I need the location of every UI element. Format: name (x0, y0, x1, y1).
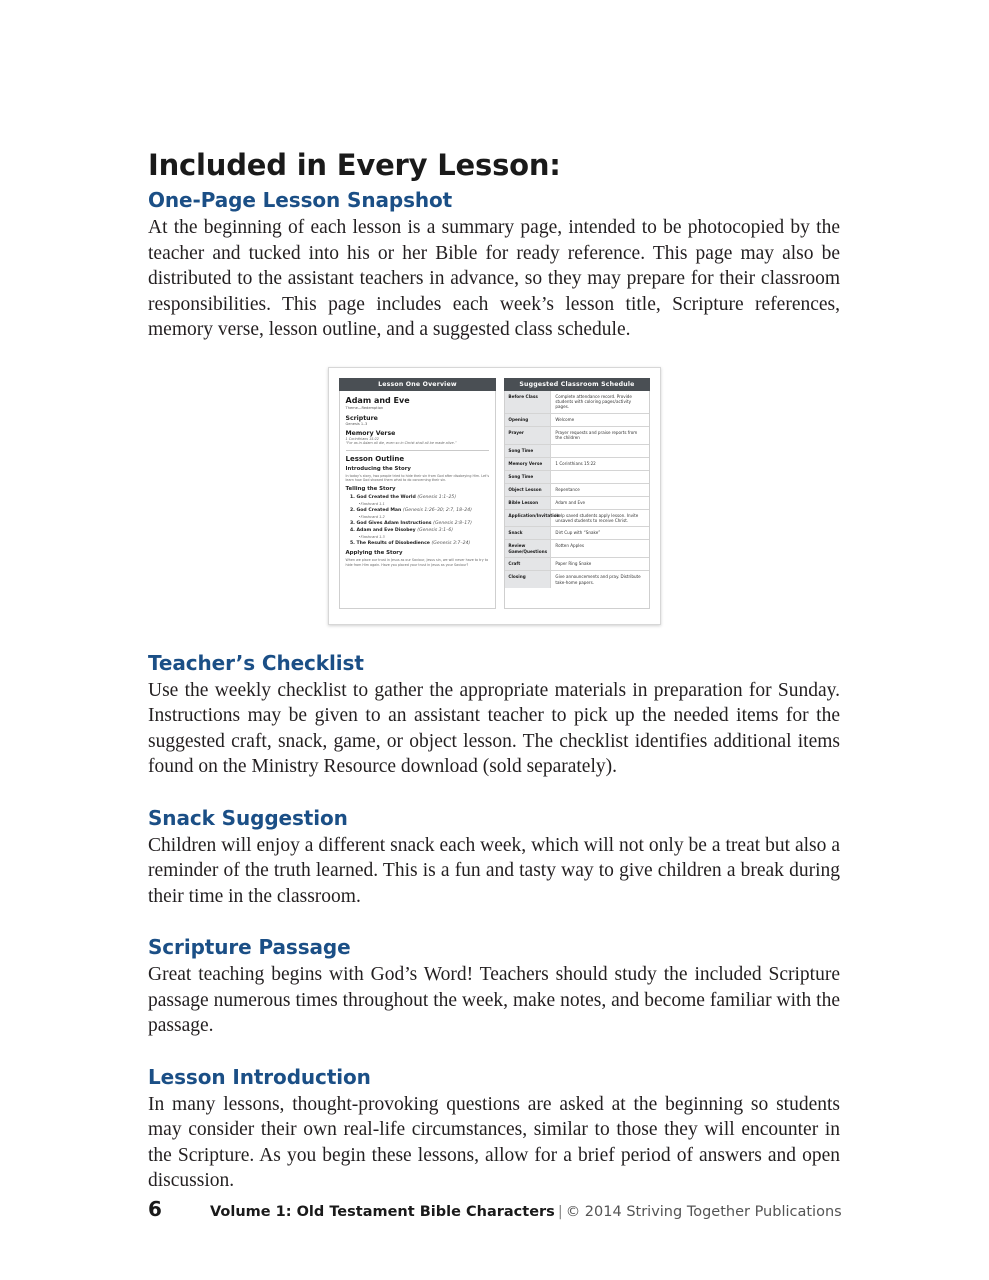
point-reference: (Genesis 3:1–6) (417, 527, 454, 533)
page-footer (148, 1197, 848, 1221)
section-body-lesson-introduction: In many lessons, thought-provoking questions are asked at the beginning so students may consider their own real-life circumstances, similar to those they will encounter in the Scripture. As you begin these lessons, allow for a brief period of answers and open discussion. (148, 1093, 840, 1191)
memory-verse-text: “For as in Adam all die, even so in Christ shall all be made alive.” (345, 440, 457, 445)
page-title: Included in Every Lesson: (148, 148, 561, 182)
section-teachers-checklist (148, 651, 840, 780)
section-body-scripture-passage: Great teaching begins with God’s Word! Teachers should study the included Scripture passage numerous times throughout the week, make notes, and become familiar with the passage. (148, 964, 840, 1036)
point-flashcard: •Flashcard 1.1 (358, 502, 385, 507)
section-scripture-passage (148, 935, 840, 1039)
schedule-label: Closing (505, 571, 551, 588)
table-row (505, 391, 648, 414)
table-row (505, 458, 648, 471)
point-text: God Created Man (356, 507, 402, 513)
point-text: The Results of Disobedience (356, 540, 430, 546)
footer-copyright: © 2014 Striving Together Publications (565, 1204, 842, 1220)
schedule-label: Memory Verse (505, 458, 551, 470)
scripture-reference: Genesis 1–3 (345, 421, 368, 426)
point-text: Adam and Eve Disobey (356, 527, 416, 533)
lesson-outline-points (346, 495, 490, 548)
table-row (505, 427, 648, 445)
schedule-label: Bible Lesson (505, 497, 551, 509)
list-item (357, 508, 490, 521)
schedule-value: Dirt Cup with “Snake” (555, 530, 601, 536)
list-item (357, 495, 490, 508)
table-row (505, 484, 648, 497)
introducing-the-story-heading: Introducing the Story (345, 465, 411, 472)
schedule-value: Give announcements and pray. Distribute take-home papers. (555, 574, 641, 585)
classroom-schedule-column (504, 378, 649, 614)
schedule-label: Song Time (505, 445, 551, 457)
section-heading-snack-suggestion: Snack Suggestion (148, 805, 348, 830)
point-text: God Created the World (356, 494, 416, 500)
schedule-value: 1 Corinthians 15:22 (555, 460, 596, 466)
schedule-value: Paper Ring Snake (555, 561, 592, 567)
table-row (505, 571, 648, 588)
table-row (505, 445, 648, 458)
lesson-outline-heading: Lesson Outline (345, 454, 405, 463)
schedule-value: Repentance (555, 486, 580, 492)
page-number: 6 (148, 1197, 162, 1221)
schedule-value (551, 445, 648, 457)
footer-separator: | (557, 1204, 563, 1220)
lesson-title: Adam and Eve (345, 395, 410, 405)
point-flashcard: •Flashcard 1.3 (358, 535, 385, 540)
section-heading-lesson-introduction: Lesson Introduction (148, 1064, 371, 1089)
table-row (505, 510, 648, 528)
footer-text (210, 1204, 842, 1220)
schedule-label: Snack (505, 527, 551, 539)
section-heading-one-page-lesson-snapshot: One-Page Lesson Snapshot (148, 188, 453, 212)
table-row (505, 497, 648, 510)
schedule-label: Application/Invitation (505, 510, 551, 527)
point-reference: (Genesis 2:8–17) (433, 521, 472, 527)
point-flashcard: •Flashcard 1.2 (358, 515, 385, 520)
section-lesson-introduction (148, 1065, 840, 1194)
list-item (357, 541, 490, 548)
section-heading-teachers-checklist: Teacher’s Checklist (148, 650, 364, 675)
schedule-value: Adam and Eve (555, 499, 586, 505)
list-item (357, 528, 490, 541)
schedule-label: Craft (505, 558, 551, 570)
point-reference: (Genesis 1:26–30; 2:7, 18–24) (402, 507, 472, 513)
schedule-value: Prayer requests and praise reports from the children (555, 429, 638, 441)
lesson-theme: Theme—Redemption (345, 405, 384, 410)
figure-lesson-snapshot (148, 367, 840, 625)
section-body-snack-suggestion: Children will enjoy a different snack each week, which will not only be a treat but also a reminder of the truth learned. This is a fun and tasty way to give children a break during their time in the classroom. (148, 834, 840, 907)
list-item (357, 521, 490, 528)
schedule-value: Welcome (555, 416, 575, 422)
table-row (505, 527, 648, 540)
schedule-label: Before Class (505, 391, 551, 413)
divider (346, 450, 490, 451)
schedule-label: Object Lesson (505, 484, 551, 496)
classroom-schedule-header: Suggested Classroom Schedule (504, 378, 649, 391)
section-body-one-page-lesson-snapshot: At the beginning of each lesson is a summary page, intended to be photocopied by the teacher and tucked into his or her Bible for ready reference. This page may also be distributed to the assistant teachers in advance, so they may prepare for their classroom responsibilities. This page includes each week’s lesson title, Scripture references, memory verse, lesson outline, and a suggested class schedule. (148, 217, 840, 340)
table-row (505, 540, 648, 558)
memory-verse-label: Memory Verse (345, 429, 396, 437)
schedule-value: Help saved students apply lesson. Invite unsaved students to receive Christ. (555, 512, 639, 523)
schedule-value: Rotten Apples (555, 543, 584, 549)
schedule-label: Song Time (505, 471, 551, 483)
footer-volume: Volume 1: Old Testament Bible Characters (210, 1204, 555, 1220)
table-row (505, 414, 648, 427)
schedule-label: Opening (505, 414, 551, 426)
schedule-value (551, 471, 648, 483)
lesson-overview-body (339, 391, 497, 609)
lesson-overview-column (339, 378, 497, 614)
classroom-schedule-table (504, 391, 649, 609)
schedule-label: Prayer (505, 427, 551, 444)
point-reference: (Genesis 3:7–24) (431, 540, 471, 546)
section-heading-scripture-passage: Scripture Passage (148, 935, 351, 959)
schedule-label: Review Game/Questions (505, 540, 551, 557)
table-row (505, 558, 648, 571)
memory-verse-reference: 1 Corinthians 15:22 (345, 436, 379, 441)
point-text: God Gives Adam Instructions (356, 521, 432, 527)
point-reference: (Genesis 1:1–25) (417, 494, 457, 500)
applying-the-story-heading: Applying the Story (345, 550, 403, 557)
schedule-value: Complete attendance record. Provide students with coloring pages/activity pages. (555, 393, 632, 410)
applying-the-story-text: When we place our trust in Jesus as our Saviour, Jesus sin, we will never have to try to hide from Him again. Have you placed your trust in Jesus as your Saviour? (345, 558, 489, 568)
section-snack-suggestion (148, 806, 840, 910)
introducing-the-story-text: In today’s story, two people tried to hide their sin from God after disobeying Him. Let’s learn how God showed them what to do concerning their sin. (345, 473, 490, 483)
telling-the-story-heading: Telling the Story (345, 485, 396, 492)
lesson-snapshot-image (328, 367, 661, 625)
lesson-overview-header: Lesson One Overview (339, 378, 497, 391)
section-body-teachers-checklist: Use the weekly checklist to gather the appropriate materials in preparation for Sunday. Instructions may be given to an assistant teacher to pick up the needed items for the suggested craft, snack, game, or object lesson. The checklist identifies additional items found on the Ministry Resource download (sold separately). (148, 679, 840, 777)
scripture-label: Scripture (345, 414, 378, 422)
page-content (148, 148, 840, 1194)
table-row (505, 471, 648, 484)
